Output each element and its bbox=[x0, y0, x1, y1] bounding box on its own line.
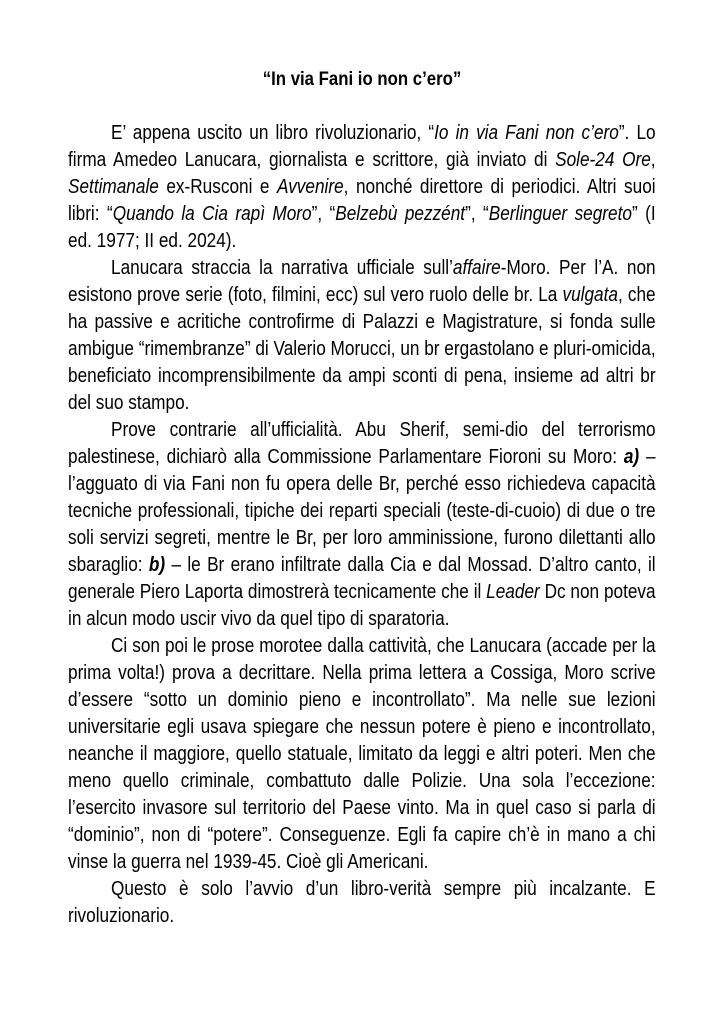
document-body bbox=[68, 66, 656, 930]
text-run: ” (I ed. 1977; II ed. 2024). bbox=[68, 203, 656, 252]
text-run: Ci son poi le prose morotee dalla cattività, che Lanucara (accade per la prima volta!) prova a decrittare. Nella prima lettera a Cossiga, Moro scrive d’essere “sotto un dominio pieno e incontrollato”. Ma nelle sue lezioni universitarie egli usava spiegare che nessun potere è pieno e incontrollato, neanche il maggiore, quello statuale, limitato da leggi e altri poteri. Men che meno quello criminale, combattuto dalle Polizie. Una sola l’eccezione: l’esercito invasore sul territorio del Paese vinto. Ma in quel caso si parla di “dominio”, non di “potere”. Conseguenze. Egli fa capire ch’è in mano a chi vinse la guerra nel 1939-45. Cioè gli Americani. bbox=[68, 635, 656, 873]
paragraph-3 bbox=[68, 417, 656, 633]
text-run: , nonché direttore di periodici. Altri suoi libri: “ bbox=[68, 176, 656, 225]
text-run: Questo è solo l’avvio d’un libro-verità sempre più incalzante. E rivoluzionario. bbox=[68, 878, 656, 927]
text-run: Prove contrarie all’ufficialità. Abu Sherif, semi-dio del terrorismo palestinese, dichiarò alla Commissione Parlamentare Fioroni su Moro: bbox=[68, 419, 656, 468]
paragraph-2 bbox=[68, 255, 656, 417]
text-run: – l’agguato di via Fani non fu opera delle Br, perché esso richiedeva capacità tecniche professionali, tipiche dei reparti speciali (teste-di-cuoio) di due o tre soli servizi segreti, mentre le Br, per loro amminissione, furono dilettanti allo sbaraglio: bbox=[68, 446, 656, 576]
page-title: “In via Fani io non c’ero” bbox=[262, 68, 462, 90]
text-run: ex-Rusconi e bbox=[158, 176, 278, 198]
text-run: , che ha passive e acritiche controfirme di Palazzi e Magistrature, si fonda sulle ambigue “rimembranze” di Valerio Morucci, un br ergastolano e pluri-omicida, beneficiato incomprensibilmente da ampi sconti di pena, insieme ad altri br del suo stampo. bbox=[68, 284, 656, 414]
text-run: -Moro. Per l’A. non esistono prove serie (foto, filmini, ecc) sul vero ruolo delle br. La bbox=[68, 257, 656, 306]
italic-run: affaire bbox=[452, 257, 501, 279]
text-run: Lanucara straccia la narrativa ufficiale sull’ bbox=[111, 257, 453, 279]
italic-run: Berlinguer segreto bbox=[488, 203, 632, 225]
text-run: E’ appena uscito un libro rivoluzionario, “ bbox=[111, 122, 435, 144]
italic-run: Leader bbox=[486, 581, 540, 603]
text-run: , bbox=[650, 149, 656, 171]
italic-run: Settimanale bbox=[68, 176, 159, 198]
paragraph-1 bbox=[68, 120, 656, 255]
text-run: ”, “ bbox=[311, 203, 336, 225]
bold-italic-run: b) bbox=[148, 554, 166, 576]
bold-italic-run: a) bbox=[623, 446, 640, 468]
italic-run: Io in via Fani non c’ero bbox=[434, 122, 619, 144]
text-run: Dc non poteva in alcun modo uscir vivo da quel tipo di sparatoria. bbox=[68, 581, 656, 630]
italic-run: Avvenire bbox=[277, 176, 344, 198]
italic-run: Belzebù pezzént bbox=[335, 203, 466, 225]
italic-run: Sole-24 Ore bbox=[555, 149, 651, 171]
text-run: ”, “ bbox=[465, 203, 489, 225]
italic-run: vulgata bbox=[562, 284, 618, 306]
paragraph-5 bbox=[68, 876, 656, 930]
italic-run: Quando la Cia rapì Moro bbox=[112, 203, 312, 225]
text-run: ”. Lo firma Amedeo Lanucara, giornalista e scrittore, già inviato di bbox=[68, 122, 656, 171]
text-run: – le Br erano infiltrate dalla Cia e dal Mossad. D’altro canto, il generale Piero Laporta dimostrerà tecnicamente che il bbox=[68, 554, 656, 603]
paragraph-4 bbox=[68, 633, 656, 876]
